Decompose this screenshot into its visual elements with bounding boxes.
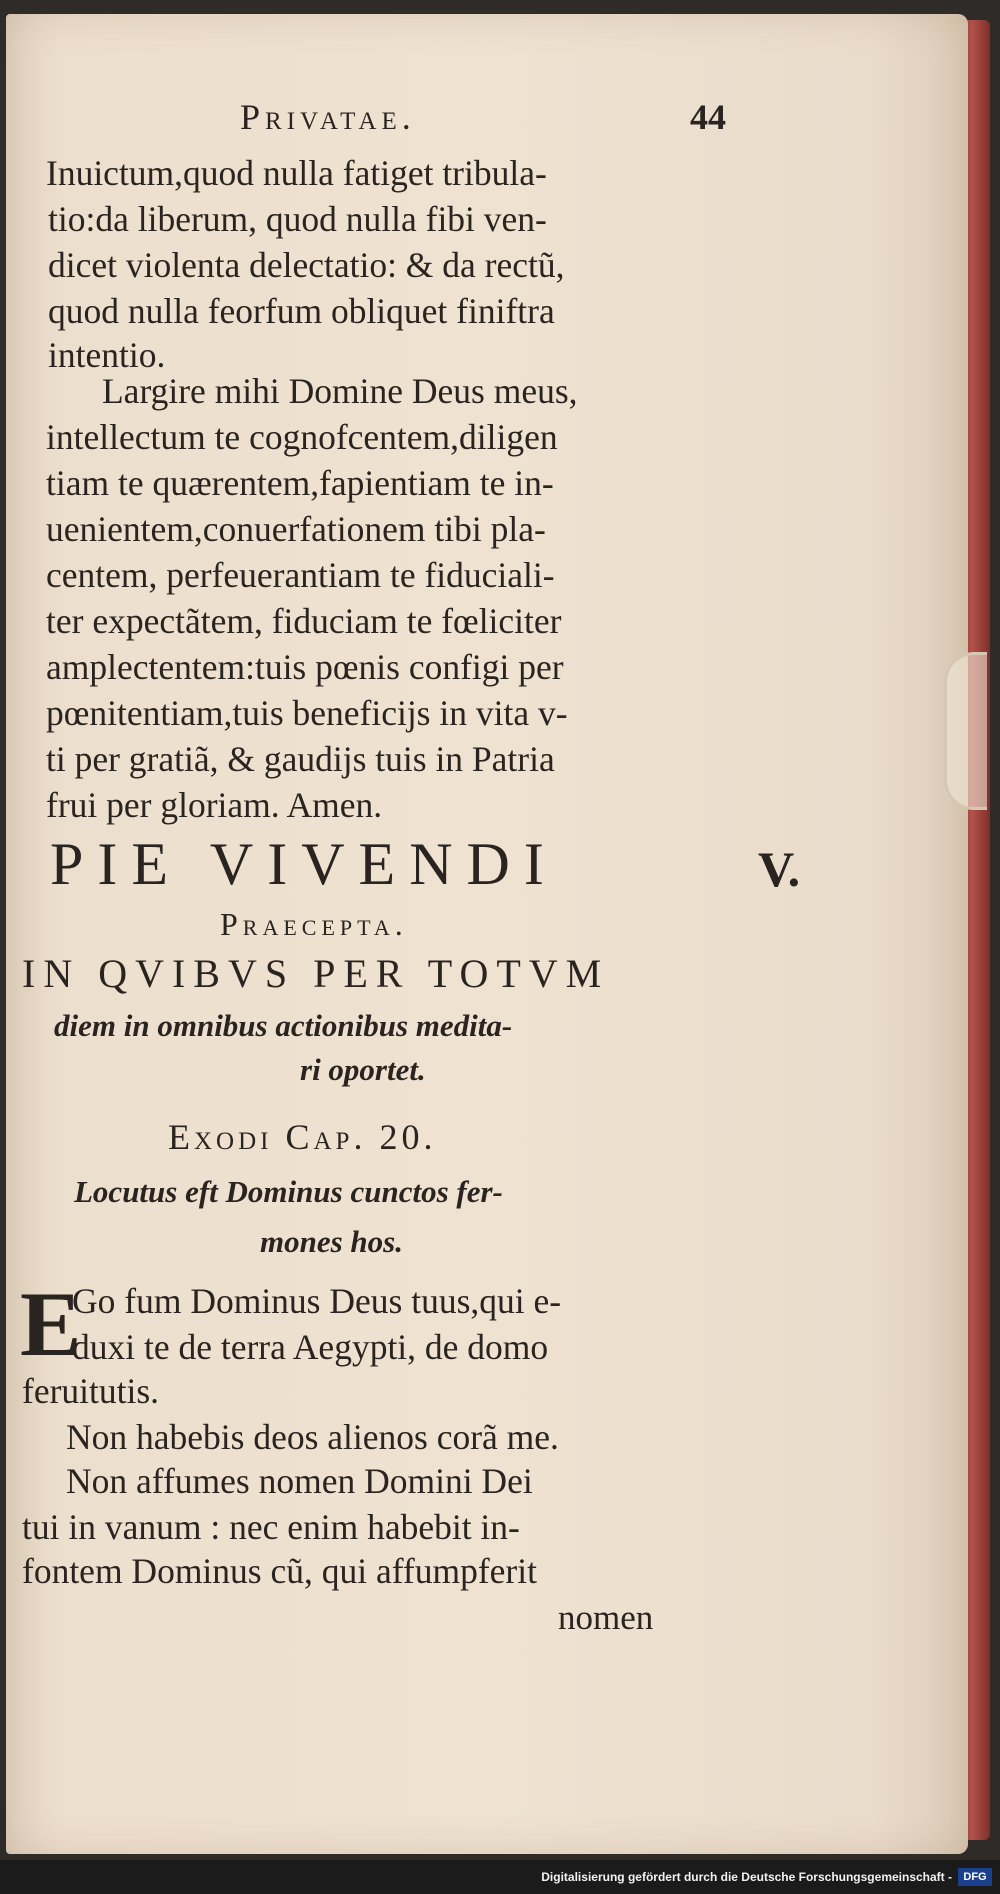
text-line: ter expectãtem, fiduciam te fœliciter — [46, 601, 562, 641]
page-number: 44 — [690, 97, 726, 137]
text-line: Inuictum,quod nulla fatiget tribula- — [46, 153, 547, 193]
text-line: tui in vanum : nec enim habebit in- — [22, 1507, 520, 1547]
catchword: nomen — [558, 1598, 654, 1637]
dfg-logo: DFG — [958, 1868, 992, 1886]
text-line: Non habebis deos alienos corã me. — [66, 1417, 559, 1457]
text-line: fontem Dominus cũ, qui affumpferit — [22, 1551, 537, 1591]
text-line: quod nulla feorfum obliquet finiftra — [48, 291, 555, 331]
text-line: intellectum te cognofcentem,diligen — [46, 417, 558, 457]
section-subheading: Praecepta. — [220, 906, 408, 942]
text-line: centem, perfeuerantiam te fiduciali- — [46, 555, 555, 595]
text-line: duxi te de terra Aegypti, de domo — [72, 1327, 549, 1367]
text-line: pœnitentiam,tuis beneficijs in vita v- — [46, 693, 568, 733]
text-line: intentio. — [48, 335, 166, 375]
section-mark: V. — [758, 841, 801, 897]
chapter-italic-line: Locutus eft Dominus cunctos fer- — [74, 1174, 503, 1209]
section-heading: PIE VIVENDI — [50, 831, 558, 897]
text-line: frui per gloriam. Amen. — [46, 785, 383, 825]
text-line: tiam te quærentem,fapientiam te in- — [46, 463, 554, 503]
heading-italic-line: ri oportet. — [300, 1052, 426, 1087]
text-line: tio:da liberum, quod nulla fibi ven- — [48, 199, 547, 239]
page-header — [240, 96, 740, 146]
drop-cap: E — [20, 1273, 82, 1375]
chapter-italic-line: mones hos. — [260, 1224, 403, 1259]
text-line: feruitutis. — [22, 1371, 160, 1411]
footer-credit: Digitalisierung gefördert durch die Deutsche Forschungsgemeinschaft - — [541, 1870, 952, 1884]
text-line: dicet violenta delectatio: & da rectũ, — [48, 245, 565, 285]
heading-caps-line: IN QVIBVS PER TOTVM — [22, 951, 610, 996]
text-line: Largire mihi Domine Deus meus, — [102, 371, 578, 411]
text-line: Go fum Dominus Deus tuus,qui e- — [72, 1281, 562, 1321]
heading-italic-line: diem in omnibus actionibus medita- — [54, 1008, 513, 1043]
running-head: Privatae. — [240, 97, 416, 137]
text-line: Non affumes nomen Domini Dei — [66, 1461, 533, 1501]
chapter-title: Exodi Cap. 20. — [168, 1117, 437, 1157]
text-line: amplectentem:tuis pœnis configi per — [46, 647, 564, 687]
page-tab — [944, 652, 987, 810]
text-line: ti per gratiã, & gaudijs tuis in Patria — [46, 739, 555, 779]
text-line: uenientem,conuerfationem tibi pla- — [46, 509, 546, 549]
footer-bar — [0, 1860, 1000, 1894]
